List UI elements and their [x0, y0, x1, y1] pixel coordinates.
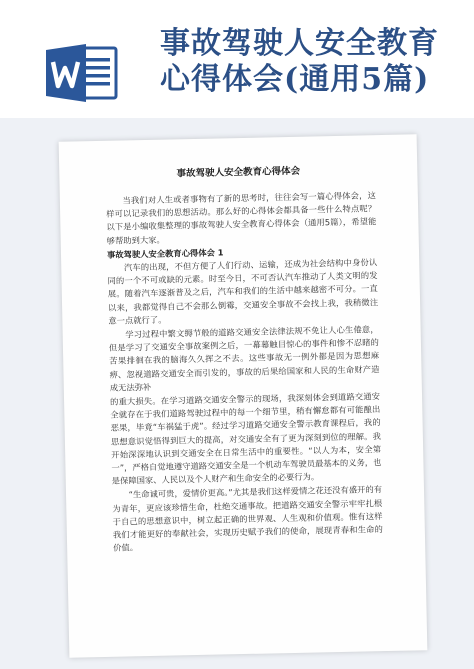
document-body	[106, 189, 384, 556]
body-paragraph: “生命诚可贵，爱情价更高。”尤其是我们这样爱情之花还没有盛开的有为青年，更应该珍惜生命，杜绝交通事故。把道路交通安全警示牢牢扎根于自己的思想意识中，树立起正确的世界观、人生观和价值观。惟有这样我们才能更好的奉献社会，实现历史赋予我们的使命，展现青春和生命的价值。	[112, 484, 383, 554]
word-document-icon	[46, 44, 120, 102]
body-paragraph: 汽车的出现，不但方便了人们行动、运输，还成为社会结构中身份认同的一个不可或缺的元素。时至今日，不可否认汽车推动了人类文明的发展。随着汽车逐渐普及之后，汽车和我们的生活中越来越密不可分。一直以来，我都觉得自己不会那么倒霉，交通安全事故不会找上我，我稍微注意一点就行了。	[107, 257, 379, 326]
intro-paragraph: 当我们对人生或者事物有了新的思考时，往往会写一篇心得体会，这样可以记录我们的思想活动。那么好的心得体会都具备一些什么特点呢？以下是小编收集整理的事故驾驶人安全教育心得体会（通用5篇），希望能够帮助到大家。	[106, 190, 377, 246]
page-title: 事故驾驶人安全教育心得体会(通用5篇)	[160, 26, 439, 97]
document-title: 事故驾驶人安全教育心得体会	[176, 165, 301, 180]
body-paragraph: 学习过程中繁文缛节般的道路交通安全法律法规不免让人心生倦意，但是学习了交通安全事故案例之后，一幕幕触目惊心的事件和惨不忍睹的苦果排徊在我的脑海久久挥之不去。这些事故无一例外都是因为思想麻痹、忽视道路交通安全而引发的，事故的后果给国家和人民的生命财产造成无法弥补	[108, 324, 380, 393]
body-paragraph: 的重大损失。在学习道路交通安全警示的现场，我深刻体会到道路交通安全就存在于我们道路驾驶过程中的每一个细节里，稍有懈怠都有可能酿出恶果，毕竟“车祸猛于虎”。经过学习道路交通安全警示教育课程后，我的思想意识觉悟得到巨大的提高，对交通安全有了更为深刻到位的理解。我开始深深地认识到交通安全在日常生活中的重要性。“以人为本，安全第一”，严格自觉地遵守道路交通安全是一个机动车驾驶员最基本的义务，也是保障国家、人民以及个人财产和生命安全的必要行为。	[109, 391, 382, 487]
document-page	[59, 134, 428, 657]
section-heading: 事故驾驶人安全教育心得体会 1	[106, 247, 224, 260]
header-banner	[0, 0, 474, 118]
